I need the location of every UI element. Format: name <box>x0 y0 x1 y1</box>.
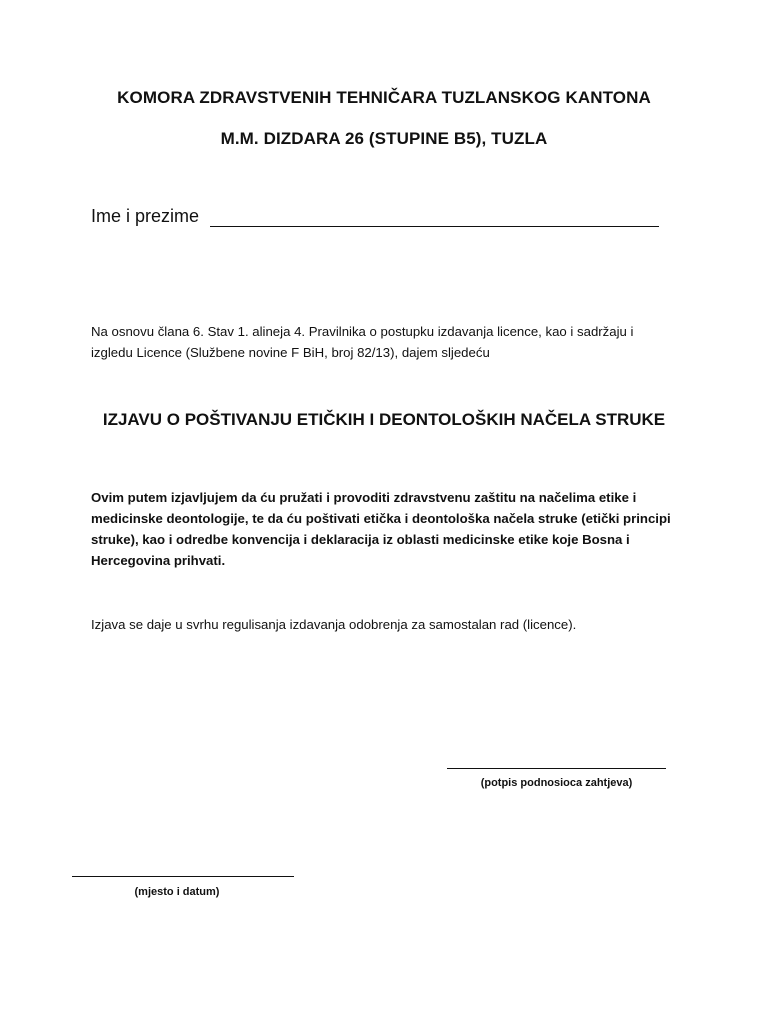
signature-label: (potpis podnosioca zahtjeva) <box>480 777 633 789</box>
declaration-body: Ovim putem izjavljujem da ću pružati i provoditi zdravstvenu zaštitu na načelima etike i medicinske deontologije, te da ću poštivati etička i deontološka načela struke (etički principi struke), kao i odredbe konvencija i deklaracija iz oblasti medicinske etike koje Bosna i Hercegovina prihvati. <box>91 490 671 568</box>
organization-heading: KOMORA ZDRAVSTVENIH TEHNIČARA TUZLANSKOG KANTONA <box>117 88 651 107</box>
address-heading: M.M. DIZDARA 26 (STUPINE B5), TUZLA <box>220 129 548 148</box>
name-field-label: Ime i prezime <box>91 206 200 226</box>
name-field-line[interactable] <box>210 226 659 227</box>
signature-line[interactable] <box>447 768 666 769</box>
place-date-label: (mjesto i datum) <box>134 886 220 898</box>
purpose-paragraph: Izjava se daje u svrhu regulisanja izdavanja odobrenja za samostalan rad (licence). <box>91 617 577 632</box>
intro-paragraph: Na osnovu člana 6. Stav 1. alineja 4. Pravilnika o postupku izdavanja licence, kao i sadržaju i izgledu Licence (Službene novine F BiH, broj 82/13), dajem sljedeću <box>91 324 634 360</box>
place-date-line[interactable] <box>72 876 294 877</box>
declaration-title: IZJAVU O POŠTIVANJU ETIČKIH I DEONTOLOŠKIH NAČELA STRUKE <box>102 410 666 429</box>
